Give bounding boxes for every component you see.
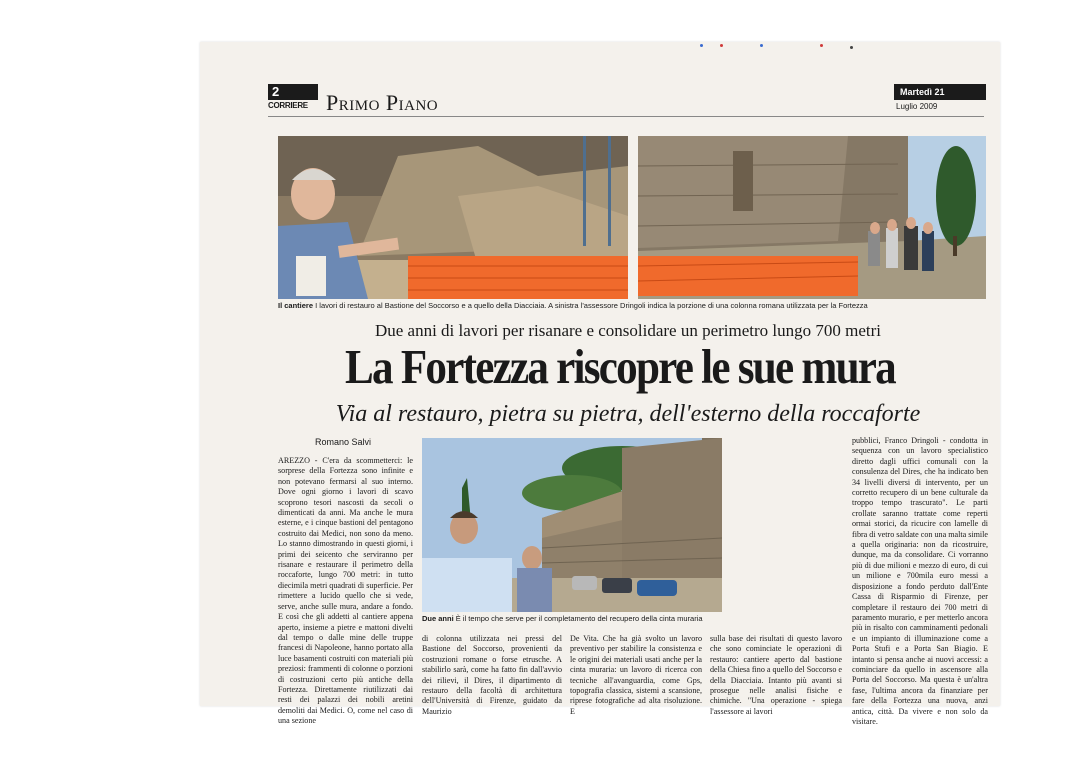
header-rule xyxy=(268,116,984,117)
newspaper-page xyxy=(200,42,1000,726)
scan-mark xyxy=(720,44,723,47)
date-month-year: Luglio 2009 xyxy=(896,102,938,111)
article-column-4: sulla base dei risultati di questo lavoro che sono cominciate le operazioni di restauro: cantiere aperto dal bastione della Chiesa fino a quello del Soccorso e della Diacciaia. Intanto più avanti si prosegue nelle analisi fisiche e chimiche. "Una operazione - spiega l'assessore ai lavori xyxy=(710,634,842,716)
caption-top xyxy=(278,301,988,310)
scan-mark xyxy=(760,44,763,47)
photo-walls xyxy=(422,438,722,612)
scan-mark xyxy=(820,44,823,47)
date-day: Martedì 21 xyxy=(894,84,986,100)
caption-bottom-lead: Due anni xyxy=(422,614,454,623)
date-block xyxy=(894,84,986,116)
photo-worksite-left-image xyxy=(278,136,628,299)
page-number: 2 xyxy=(268,84,318,100)
masthead: CORRIERE xyxy=(268,101,308,110)
headline: La Fortezza riscopre le sue mura xyxy=(345,339,895,394)
article-column-1: AREZZO - C'era da scommetterci: le sorprese della Fortezza sono infinite e non potevano fermarsi al suo interno. Dove ogni giorno i lavori di scavo scoprono tesori nascosti da secoli o dimenticati da anni. Ma anche le mura esterne, e i cinque bastioni del pentagono costruito dai Medici, non sono da meno. Lo stanno dimostrando in questi giorni, i primi dei seicento che serviranno per risanare e restaurare il perimetro della roccaforte, lungo 700 metri: in tutto diecimila metri quadrati di superficie. Per rimettere a lucido quello che si vede, serve, anche sulle mura, andare a fondo. E così che gli addetti al cantiere appena aperto, insieme a pietre e mattoni divelti dal tempo o dalle mine delle truppe francesi di Napoleone, hanno portato alla luce basamenti costruiti con materiali più preziosi: frammenti di colonne o porzioni di costruzioni certo più antiche della Fortezza. Direttamente riutilizzati dai resti dei palazzi dei nobili aretini demoliti dai Medici. O, come nel caso di una sezione xyxy=(278,456,413,726)
scan-mark xyxy=(850,46,853,49)
article-column-2: di colonna utilizzata nei pressi del Bastione del Soccorso, provenienti da costruzioni romane o forse etrusche. A stabilirlo sarà, come ha fatto fin dall'avvio dei rilievi, il Dires, il dipartimento di restauro della facoltà di architettura dell'Università di Firenze, guidato da Maurizio xyxy=(422,634,562,716)
photo-worksite-right xyxy=(638,136,986,299)
section-title: Primo Piano xyxy=(326,90,439,115)
photo-worksite-left xyxy=(278,136,628,299)
subhead: Via al restauro, pietra su pietra, dell'esterno della roccaforte xyxy=(335,401,921,427)
kicker: Due anni di lavori per risanare e consolidare un perimetro lungo 700 metri xyxy=(374,321,882,340)
caption-top-lead: Il cantiere xyxy=(278,301,314,310)
article-column-5: pubblici, Franco Dringoli - condotta in sequenza con un lavoro specialistico diretto dagli uffici comunali con la consulenza del Dires, che ha indicato ben 34 livelli diversi di intervento, per un corretto recupero di un bene culturale da troppo tempo trascurato". Le parti crollate saranno trattate come reperti ormai storici, da ricucire con lamelle di fibra di vetro saldate con una malta simile a quella originaria: non da ricostruire, dunque, ma da consolidare. Ci vorranno più di due milioni e mezzo di euro, di cui un milione e 700mila euro messi a disposizione a fondo perduto dall'Ente Cassa di Risparmio di Firenze, per completare il restauro dei 700 metri di paramento murario, e per metterlo ancora più in risalto con camminamenti pedonali e un impianto di illuminazione come a Porta Stufi e a Porta San Biagio. E intanto si pensa anche ai nuovi accessi: a cominciare da quello in ascensore alla Porta del Soccorso. Ma questa è un'altra fase, l'ultima ancora da finanziare per fare della Fortezza una nuova, anzi antica, città. Da vivere e non solo da visitare. xyxy=(852,436,988,726)
photo-walls-image xyxy=(422,438,722,612)
photo-worksite-right-image xyxy=(638,136,986,299)
byline: Romano Salvi xyxy=(315,437,372,447)
caption-top-text: I lavori di restauro al Bastione del Soccorso e a quello della Diacciaia. A sinistra l'assessore Dringoli indica la porzione di una colonna romana utilizzata per la Fortezza xyxy=(313,301,868,310)
caption-bottom xyxy=(422,614,752,623)
article-column-3: De Vita. Che ha già svolto un lavoro preventivo per stabilire la consistenza e le origini dei materiali usati anche per la cinta muraria: un lavoro di ricerca con tecniche all'avanguardia, come Gps, topografia classica, sistemi a scansione, riprese fotografiche ad alta risoluzione. E xyxy=(570,634,702,716)
scan-mark xyxy=(700,44,703,47)
caption-bottom-text: È il tempo che serve per il completamento del recupero della cinta muraria xyxy=(453,614,703,623)
page-number-block xyxy=(268,84,318,114)
